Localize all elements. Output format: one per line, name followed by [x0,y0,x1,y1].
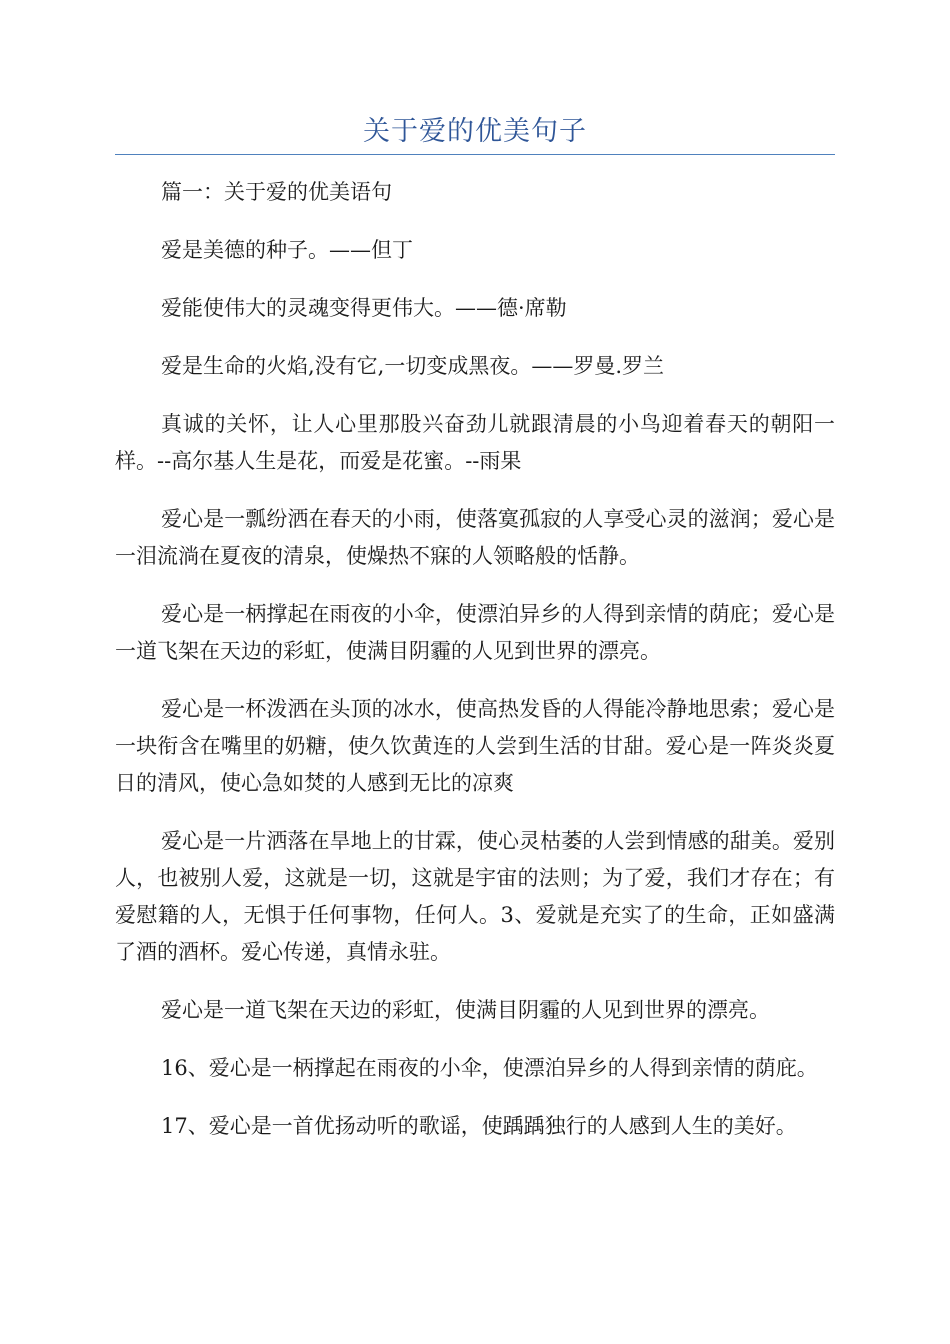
paragraph-12: 17、爱心是一首优扬动听的歌谣，使踽踽独行的人感到人生的美好。 [161,1114,797,1138]
paragraph-5: 真诚的关怀，让人心里那股兴奋劲儿就跟清晨的小鸟迎着春天的朝阳一样。--高尔基人生是花，而爱是花蜜。--雨果 [115,412,835,473]
document-title: 关于爱的优美句子 [363,116,587,147]
paragraph-3: 爱能使伟大的灵魂变得更伟大。——德·席勒 [161,296,567,320]
paragraph-7: 爱心是一柄撑起在雨夜的小伞，使漂泊异乡的人得到亲情的荫庇；爱心是一道飞架在天边的彩虹，使满目阴霾的人见到世界的漂亮。 [115,602,835,663]
paragraph-6: 爱心是一瓢纷洒在春天的小雨，使落寞孤寂的人享受心灵的滋润；爱心是一泪流淌在夏夜的清泉，使燥热不寐的人领略般的恬静。 [115,507,835,568]
paragraph-4: 爱是生命的火焰,没有它,一切变成黑夜。——罗曼.罗兰 [161,354,665,378]
paragraph-11: 16、爱心是一柄撑起在雨夜的小伞，使漂泊异乡的人得到亲情的荫庇。 [161,1056,818,1080]
paragraph-8: 爱心是一杯泼洒在头顶的冰水，使高热发昏的人得能冷静地思索；爱心是一块衔含在嘴里的奶糖，使久饮黄连的人尝到生活的甘甜。爱心是一阵炎炎夏日的清风，使心急如焚的人感到无比的凉爽 [115,697,835,795]
title-underline [115,154,835,155]
paragraph-10: 爱心是一道飞架在天边的彩虹，使满目阴霾的人见到世界的漂亮。 [161,998,770,1022]
paragraph-2: 爱是美德的种子。——但丁 [161,238,413,262]
paragraph-9: 爱心是一片洒落在旱地上的甘霖，使心灵枯萎的人尝到情感的甜美。爱别人，也被别人爱，这就是一切，这就是宇宙的法则；为了爱，我们才存在；有爱慰籍的人，无惧于任何事物，任何人。3、爱就是充实了的生命，正如盛满了酒的酒杯。爱心传递，真情永驻。 [115,829,835,964]
paragraph-1: 篇一：关于爱的优美语句 [161,180,392,204]
document-body [115,174,835,1166]
